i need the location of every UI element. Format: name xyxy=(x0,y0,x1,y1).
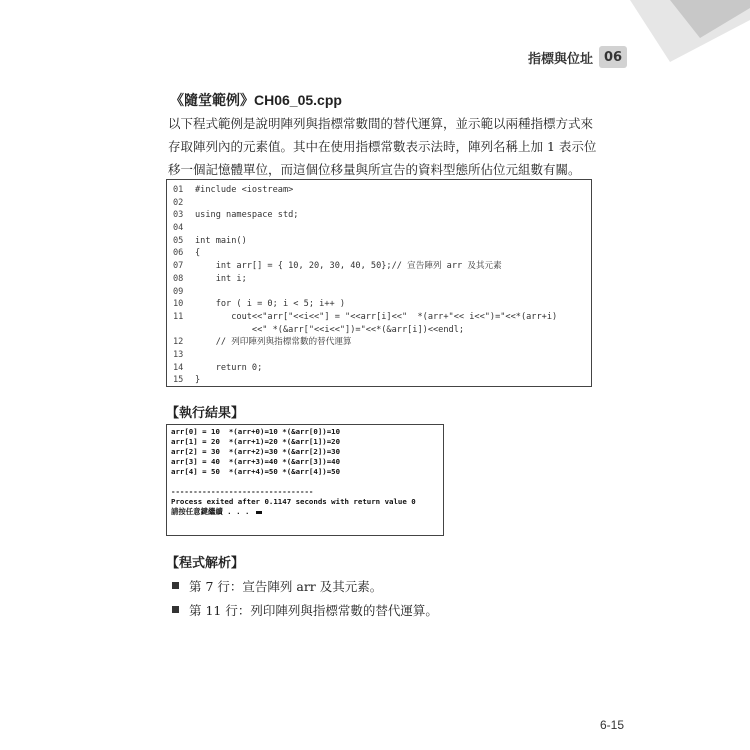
code-line xyxy=(173,260,585,273)
code-line xyxy=(173,197,585,210)
line-number: 01 xyxy=(173,185,184,195)
code-line xyxy=(173,247,585,260)
code-line xyxy=(173,222,585,235)
code-line xyxy=(173,336,585,349)
code-line xyxy=(173,184,585,197)
code-text: <<" *(&arr["<<i<<"])="<<*(&arr[i])<<endl; xyxy=(195,324,465,335)
code-text: int i; xyxy=(195,273,247,284)
line-number: 09 xyxy=(173,286,184,297)
line-number: 05 xyxy=(173,235,184,246)
code-text: int main() xyxy=(195,235,247,246)
line-number: 10 xyxy=(173,299,184,310)
console-line: arr[3] = 40 *(arr+3)=40 *(&arr[3])=40 xyxy=(171,457,341,466)
chapter-header xyxy=(528,47,627,67)
console-line: arr[4] = 50 *(arr+4)=50 *(&arr[4])=50 xyxy=(171,467,341,476)
console-line xyxy=(171,507,439,517)
square-bullet-icon xyxy=(172,582,179,589)
intro-paragraph xyxy=(168,112,598,181)
code-text: return 0; xyxy=(195,362,263,373)
analysis-section-label: 【程式解析】 xyxy=(166,556,245,571)
list-item xyxy=(172,575,438,596)
code-line xyxy=(173,362,585,375)
code-text: } xyxy=(195,375,201,386)
example-title: 《隨堂範例》CH06_05.cpp xyxy=(170,92,342,108)
line-number: 08 xyxy=(173,273,184,284)
line-number: 12 xyxy=(173,337,184,348)
chapter-title: 指標與位址 xyxy=(528,51,594,67)
code-text: { xyxy=(195,248,201,259)
code-line xyxy=(173,235,585,248)
console-line: Process exited after 0.1147 seconds with return value 0 xyxy=(171,497,416,506)
console-line: -------------------------------- xyxy=(171,487,314,496)
intro-line: 移一個記憶體單位，而這個位移量與所宣告的資料型態所佔位元組數有關。 xyxy=(168,162,581,177)
code-text: int arr[] = { 10, 20, 30, 40, 50};// 宣告陣列 arr 及其元素 xyxy=(195,261,502,272)
line-number: 15 xyxy=(173,375,184,386)
cursor-icon xyxy=(256,511,262,514)
list-item-text: 第 7 行：宣告陣列 arr 及其元素。 xyxy=(189,578,383,594)
square-bullet-icon xyxy=(172,606,179,613)
line-number xyxy=(173,324,195,337)
code-line xyxy=(173,311,585,324)
line-number: 04 xyxy=(173,223,184,234)
code-listing xyxy=(166,179,592,387)
code-text: #include <iostream> xyxy=(195,185,294,195)
intro-line: 存取陣列內的元素值。其中在使用指標常數表示法時，陣列名稱上加 1 表示位 xyxy=(168,139,597,154)
code-line xyxy=(173,209,585,222)
console-output xyxy=(166,424,444,536)
list-item-text: 第 11 行：列印陣列與指標常數的替代運算。 xyxy=(189,602,438,618)
code-line xyxy=(173,374,585,387)
line-number: 13 xyxy=(173,349,184,360)
code-text: for ( i = 0; i < 5; i++ ) xyxy=(195,299,346,310)
list-item xyxy=(172,599,438,620)
code-line xyxy=(173,298,585,311)
code-text: cout<<"arr["<<i<<"] = "<<arr[i]<<" *(arr+"<< i<<")="<<*(arr+i) xyxy=(195,311,558,322)
line-number: 11 xyxy=(173,311,184,322)
code-line xyxy=(173,349,585,362)
console-line: arr[2] = 30 *(arr+2)=30 *(&arr[2])=30 xyxy=(171,447,341,456)
console-prompt: 請按任意鍵繼續 . . . xyxy=(171,507,254,516)
line-number: 02 xyxy=(173,197,184,208)
line-number: 06 xyxy=(173,248,184,259)
result-section-label: 【執行結果】 xyxy=(166,406,245,421)
console-line: arr[1] = 20 *(arr+1)=20 *(&arr[1])=20 xyxy=(171,437,341,446)
code-text: using namespace std; xyxy=(195,210,299,221)
code-text: // 列印陣列與指標常數的替代運算 xyxy=(195,337,352,348)
line-number: 07 xyxy=(173,261,184,272)
line-number: 03 xyxy=(173,210,184,221)
code-line xyxy=(173,286,585,299)
line-number: 14 xyxy=(173,362,184,373)
console-line: arr[0] = 10 *(arr+0)=10 *(&arr[0])=10 xyxy=(171,427,341,436)
chapter-number-badge: 06 xyxy=(599,46,627,68)
code-line xyxy=(173,324,585,337)
page-number: 6-15 xyxy=(600,718,625,732)
console-line xyxy=(171,477,439,487)
analysis-list xyxy=(172,575,438,623)
code-line xyxy=(173,273,585,286)
intro-line: 以下程式範例是說明陣列與指標常數間的替代運算，並示範以兩種指標方式來 xyxy=(168,116,594,131)
